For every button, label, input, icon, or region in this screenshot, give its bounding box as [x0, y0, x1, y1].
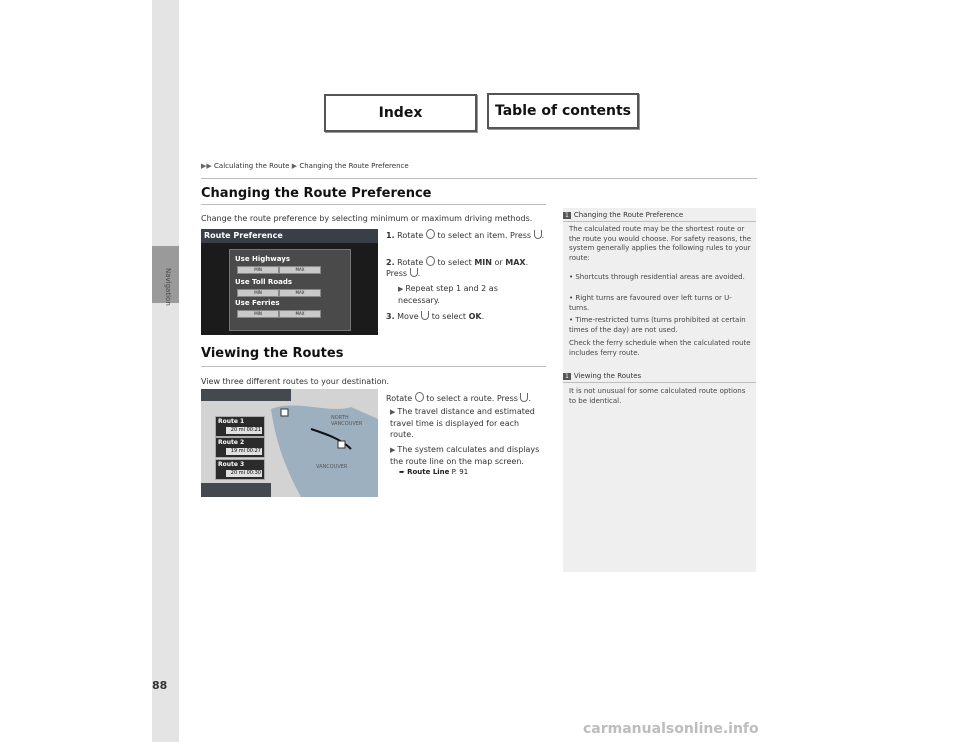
- joystick-icon: [421, 311, 429, 320]
- selector-knob-icon: [426, 229, 435, 239]
- max-badge: MAX: [279, 310, 321, 318]
- min-badge: MIN: [237, 310, 279, 318]
- breadcrumb: [201, 162, 409, 170]
- page-number: 88: [152, 679, 168, 692]
- max-badge: MAX: [279, 289, 321, 297]
- step-2: 2. Rotate to select MIN or MAX. Press .: [386, 258, 529, 278]
- route-map-screen-image: [201, 389, 378, 497]
- note-number-icon: 1: [565, 373, 569, 380]
- breadcrumb-arrow-icon: ▶▶: [201, 162, 212, 170]
- section-title: Changing the Route Preference: [201, 186, 432, 201]
- breadcrumb-link-2[interactable]: Changing the Route Preference: [299, 162, 409, 170]
- selector-knob-icon: [415, 392, 424, 402]
- route-note-2: ▶ The system calculates and displays the route line on the map screen.: [390, 445, 540, 466]
- screen-item: Use Highways: [235, 255, 290, 263]
- screen-title: Route Preference: [204, 231, 283, 240]
- route-note-1: ▶ The travel distance and estimated travel time is displayed for each route.: [390, 407, 535, 439]
- min-badge: MIN: [237, 289, 279, 297]
- side-tab: [152, 0, 179, 742]
- breadcrumb-link-1[interactable]: Calculating the Route: [214, 162, 290, 170]
- breadcrumb-arrow-icon: ▶: [291, 162, 298, 170]
- step-1: 1. Rotate to select an item. Press .: [386, 231, 545, 240]
- map-label: NORTH VANCOUVER: [331, 415, 363, 427]
- link-arrow-icon: ➨: [399, 468, 405, 476]
- route-option-3: Route 3 20 mi 00:30: [215, 459, 265, 480]
- index-button[interactable]: Index: [324, 94, 477, 132]
- note-bullet: • Time-restricted turns (turns prohibited at certain times of the day) are not used.: [569, 316, 746, 334]
- screen-item: Use Toll Roads: [235, 278, 293, 286]
- bullet-arrow-icon: ▶: [390, 446, 396, 454]
- enter-button-icon: [410, 268, 418, 277]
- route-option-1: Route 1 20 mi 00:21: [215, 416, 265, 437]
- note-number-icon: 1: [565, 212, 569, 219]
- section-title: Viewing the Routes: [201, 346, 344, 361]
- section-rule: [201, 204, 546, 205]
- note-heading: 1 Changing the Route Preference: [565, 211, 684, 219]
- map-label: VANCOUVER: [316, 464, 348, 470]
- route-option-2: Route 2 19 mi 00:27: [215, 437, 265, 458]
- min-badge: MIN: [237, 266, 279, 274]
- section-intro: View three different routes to your destination.: [201, 377, 390, 386]
- note-bullet: • Shortcuts through residential areas are avoided.: [569, 273, 745, 281]
- section-intro: Change the route preference by selecting minimum or maximum driving methods.: [201, 214, 533, 223]
- screen-item: Use Ferries: [235, 299, 280, 307]
- section-rule: [201, 366, 546, 367]
- selector-knob-icon: [426, 256, 435, 266]
- note-rule: [563, 382, 756, 383]
- watermark: carmanualsonline.info: [583, 721, 759, 737]
- table-of-contents-button[interactable]: Table of contents: [487, 93, 639, 129]
- note-text: Check the ferry schedule when the calculated route includes ferry route.: [569, 339, 751, 357]
- note-text: The calculated route may be the shortest route or the route you would choose. For safety reasons, the system generally applies the following rules to your route:: [569, 225, 752, 262]
- note-bullet: • Right turns are favoured over left turns or U-turns.: [569, 294, 732, 312]
- route-preference-screen-image: [201, 229, 378, 335]
- enter-button-icon: [534, 230, 542, 239]
- max-badge: MAX: [279, 266, 321, 274]
- step-2-note: ▶ Repeat step 1 and 2 as necessary.: [398, 284, 498, 305]
- bullet-arrow-icon: ▶: [390, 408, 396, 416]
- note-heading: 1 Viewing the Routes: [565, 372, 642, 380]
- step-3: 3. Move to select OK.: [386, 312, 485, 321]
- enter-button-icon: [520, 393, 528, 402]
- bullet-arrow-icon: ▶: [398, 285, 404, 293]
- header-rule: [201, 178, 757, 179]
- note-text: It is not unusual for some calculated route options to be identical.: [569, 387, 746, 405]
- note-rule: [563, 221, 756, 222]
- route-line-link[interactable]: ➨ Route Line P. 91: [399, 468, 469, 476]
- side-tab-label: Navigation: [164, 268, 172, 306]
- route-step: Rotate to select a route. Press .: [386, 394, 531, 403]
